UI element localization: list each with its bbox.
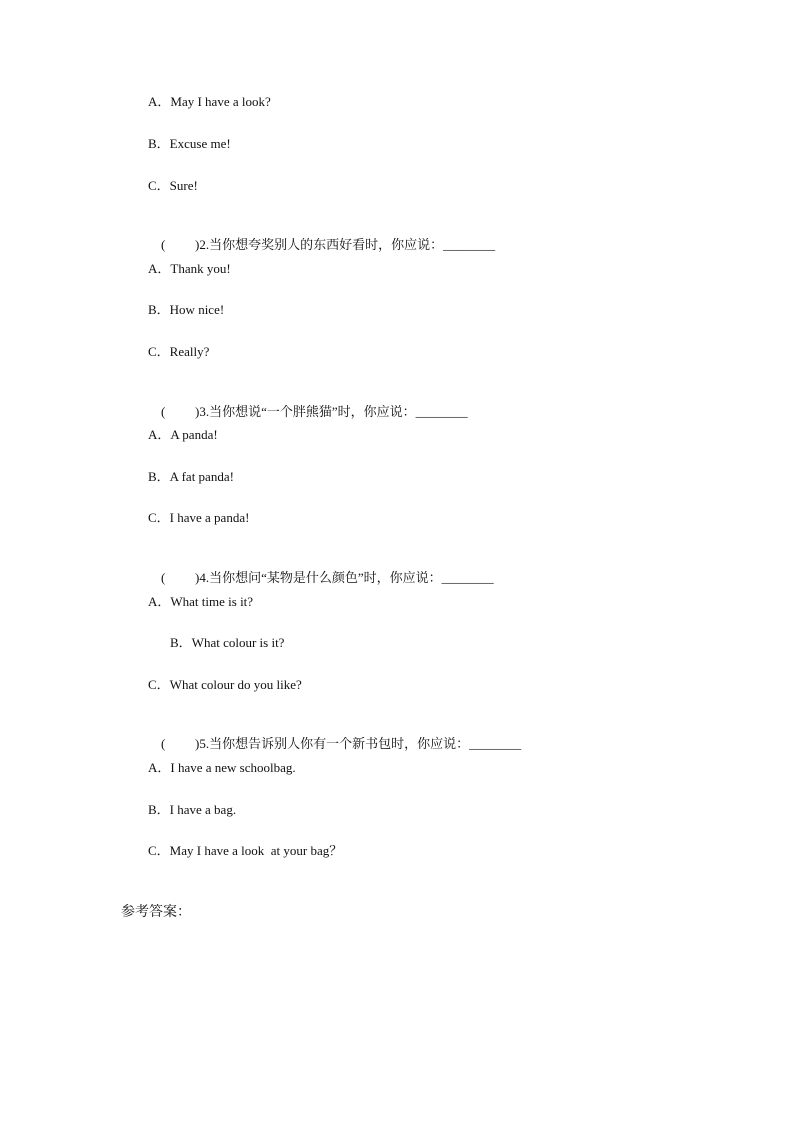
q3-option-c: C．I have a panda! [148,510,250,525]
q5-option-a: A．I have a new schoolbag. [148,760,296,775]
q1-option-b: B．Excuse me! [148,136,231,151]
q4-option-a: A．What time is it? [148,594,254,609]
question-2-text: )2.当你想夸奖别人的东西好看时，你应说：________ [195,237,496,252]
q3-option-b: B．A fat panda! [148,469,234,484]
question-4-text: )4.当你想问“某物是什么颜色”时，你应说：________ [195,570,494,585]
q5-option-b: B．I have a bag. [148,802,237,817]
q1-option-c: C．Sure! [148,178,198,193]
q4-option-c: C．What colour do you like? [148,677,302,692]
answer-blank-paren: ( [161,570,166,585]
q3-option-a: A．A panda! [148,427,218,442]
q4-option-b: B．What colour is it? [170,635,285,650]
q2-option-c: C．Really? [148,344,210,359]
answer-blank-paren: ( [161,736,166,751]
question-5-text: )5.当你想告诉别人你有一个新书包时，你应说：________ [195,736,522,751]
q5-option-c: C．May I have a look at your bag？ [148,843,343,858]
q2-option-a: A．Thank you! [148,261,231,276]
answer-blank-paren: ( [161,237,166,252]
q2-option-b: B．How nice! [148,302,225,317]
answer-key-heading: 参考答案： [121,905,191,920]
answer-blank-paren: ( [161,404,166,419]
question-3-text: )3.当你想说“一个胖熊猫”时，你应说：________ [195,404,468,419]
q1-option-a: A．May I have a look? [148,94,271,109]
